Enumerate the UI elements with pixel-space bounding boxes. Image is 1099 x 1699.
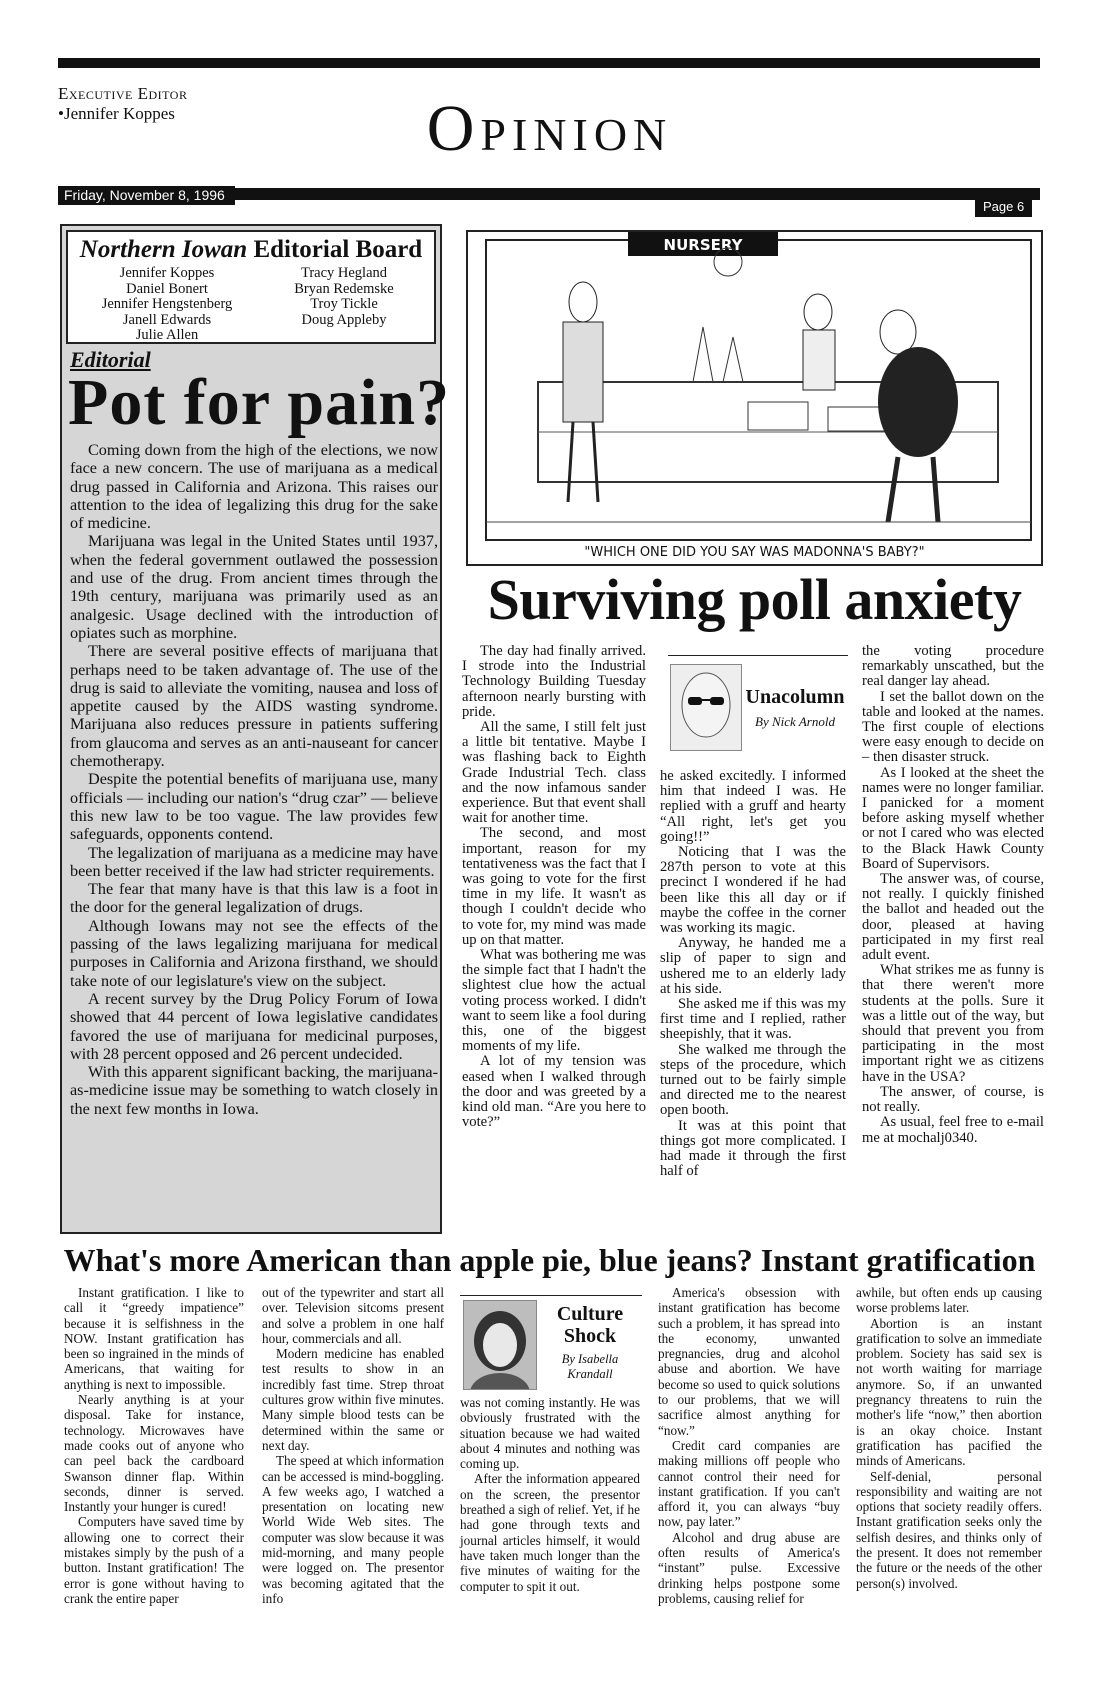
paragraph: Marijuana was legal in the United States until 1937, when the federal government outlawed the possession and use of the drug. From ancient times through the 19th century, marijuana was primarily used as an analgesic. Usage declined with the introduction of opiates such as morphine. (70, 532, 438, 642)
board-member: Bryan Redemske (294, 280, 394, 297)
paragraph: As I looked at the sheet the names were no longer familiar. I panicked for a moment before asking myself whether or not I cared who was elected to the Black Hawk County Board of Supervisors. (862, 764, 1044, 872)
paragraph: The day had finally arrived. I strode into the Industrial Technology Building Tuesday afternoon nearly bursting with pride. (462, 643, 646, 720)
paragraph: out of the typewriter and start all over. Television sitcoms present and solve a problem in one half hour, commercials and all. (262, 1285, 444, 1346)
board-member: Jennifer Koppes (119, 265, 215, 281)
paragraph: All the same, I still felt just a little bit tentative. Maybe I was flashing back to Eighth Grade Industrial Tech. class and the now infamous sander experience. But that event shall wait for another time. (462, 719, 646, 827)
board-member: Jennifer Hengstenberg (101, 296, 233, 312)
columnist-portrait-icon (464, 1301, 536, 1389)
paragraph: What strikes me as funny is that there weren't more students at the polls. Sure it was a little out of the way, but should that prevent you from participating in the most important right we as citizens have in the USA? (862, 962, 1044, 1085)
paragraph: he asked excitedly. I informed him that indeed I was. He replied with a gruff and hearty “All right, let's get you going!!” (660, 768, 846, 845)
issue-date: Friday, November 8, 1996 (58, 186, 235, 205)
paragraph: A recent survey by the Drug Policy Forum of Iowa showed that 44 percent of Iowa legislative candidates favored the use of marijuana for medicinal purposes, with 28 percent opposed and 26 percent undecided. (70, 989, 438, 1063)
culture-text-4 (658, 1285, 840, 1606)
columnist-portrait-icon (671, 665, 741, 750)
section-title: Opinion (426, 92, 673, 165)
paragraph: Self-denial, personal responsibility and waiting are not options that society readily offers. Instant gratification seeks only the selfish desires, and thinks only of the present. It does not remember the future or the needs of the other person(s) involved. (856, 1468, 1042, 1591)
paragraph: The fear that many have is that this law is a foot in the door for the general legalization of drugs. (70, 880, 438, 917)
paragraph: Coming down from the high of the elections, we now face a new concern. The use of marijuana as a medical drug passed in California and Arizona. This raises our attention to the idea of legalizing this drug for the sake of medicine. (70, 441, 438, 533)
paragraph: She asked me if this was my first time and I replied, rather sheepishly, that it was. (660, 996, 846, 1043)
executive-editor-name: •Jennifer Koppes (58, 104, 175, 123)
paragraph: The second, and most important, reason for my tentativeness was the fact that I was going to vote for the first time in my life. It wasn't as though I couldn't decide who to vote for, my mind was made up on that matter. (462, 825, 646, 948)
executive-editor-label: Executive Editor (58, 84, 188, 103)
column-text-2 (660, 769, 846, 1179)
culture-shock-byline: By Isabella Krandall (561, 1352, 619, 1381)
board-member: Julie Allen (135, 327, 199, 343)
paragraph: awhile, but often ends up causing worse problems later. (856, 1285, 1042, 1316)
paragraph: There are several positive effects of marijuana that perhaps need to be taken advantage of. The use of the drug is said to alleviate the vomiting, nausea and loss of appetite caused by the AIDS wasting syndrome. Marijuana also reduces pressure in patients suffering from glaucoma and serves as an anti-nauseant for cancer chemotherapy. (70, 642, 438, 771)
cartoon-sign-text: NURSERY (663, 236, 743, 254)
board-member: Tracy Hegland (300, 265, 388, 281)
editorial-body (70, 441, 438, 1118)
board-member: Janell Edwards (122, 311, 212, 328)
board-member: Daniel Bonert (126, 280, 208, 297)
editorial-board-title: Northern Iowan Editorial Board (79, 236, 423, 263)
paragraph: What was bothering me was the simple fact that I hadn't the slightest clue how the actual voting process worked. I didn't want to seem like a fool during this, one of the biggest moments of my life. (462, 947, 646, 1055)
paragraph: The speed at which information can be accessed is mind-boggling. A few weeks ago, I watched a presentation on locating new World Wide Web sites. The computer was slow because it was mid-morning, and many people were logged on. The presentor was becoming agitated that the info (262, 1453, 444, 1606)
editorial-headline: Pot for pain? (68, 366, 451, 439)
paragraph: was not coming instantly. He was obviously frustrated with the situation because we had waited about 4 minutes and nothing was coming up. (460, 1395, 640, 1472)
culture-text-3 (460, 1395, 640, 1594)
paragraph: Anyway, he handed me a slip of paper to sign and ushered me to an elderly lady at his side. (660, 935, 846, 997)
paragraph: The answer, of course, is not really. (862, 1083, 1044, 1116)
paragraph: the voting procedure remarkably unscathed, but the real danger lay ahead. (862, 643, 1044, 690)
board-members-left (72, 266, 262, 344)
paragraph: America's obsession with instant gratification has become such a problem, it has spread into the economy, unwanted pregnancies, drug and alcohol abuse and abortion. We have become so used to quick solutions to our problems, that we will sacrifice almost anything for “now.” (658, 1285, 840, 1438)
paragraph: I set the ballot down on the table and looked at the names. The first couple of elections were easy enough to decide on – then disaster struck. (862, 688, 1044, 766)
culture-text-5 (856, 1285, 1042, 1591)
paragraph: Credit card companies are making millions off people who cannot control their need for instant gratification. If you can't afford it, you can always “buy now, pay later.” (658, 1437, 840, 1530)
columnist-photo (463, 1300, 537, 1390)
board-members-right (258, 266, 430, 328)
paragraph: The answer was, of course, not really. I quickly finished the ballot and headed out the door, pleased at having participated in my first real adult event. (862, 871, 1044, 964)
paragraph: Modern medicine has enabled test results to show in an incredibly fast time. Strep throat cultures grow within five minutes. Many simple blood tests can be determined within the same or next day. (262, 1346, 444, 1453)
paragraph: Instant gratification. I like to call it “greedy impatience” because it is selfishness in the NOW. Instant gratification has been so ingrained in the minds of Americans, that waiting for anything is next to impossible. (64, 1285, 244, 1392)
cartoon-drawing (468, 232, 1041, 564)
board-member: Doug Appleby (301, 311, 387, 328)
paragraph: A lot of my tension was eased when I walked through the door and was greeted by a kind old man. “Are you here to vote?” (462, 1053, 646, 1131)
paragraph: The legalization of marijuana as a medicine may have been better received if the law had stricter requirements. (70, 843, 438, 880)
paragraph: Noticing that I was the 287th person to vote at this precinct I wondered if he had been like this all day or if maybe the coffee in the corner was working its magic. (660, 844, 846, 937)
paragraph: Alcohol and drug abuse are often results of America's “instant” pulse. Excessive drinking helps postpone some problems, causing relief for (658, 1529, 840, 1606)
column-text-1 (462, 644, 646, 1131)
columnist-photo (670, 664, 742, 751)
cartoon-caption: "WHICH ONE DID YOU SAY WAS MADONNA'S BABY?" (584, 545, 925, 560)
editorial-board (66, 230, 436, 344)
paragraph: Abortion is an instant gratification to solve an immediate problem. Society has said sex is not worth waiting for marriage anymore. So, if an unwanted pregnancy threatens to ruin the mother's life “now,” then abortion is an okay choice. Instant gratification has pacified the minds of Americans. (856, 1315, 1042, 1469)
unacolumn-title: Unacolumn (745, 686, 845, 708)
culture-shock-title: Culture Shock (556, 1303, 624, 1347)
board-member: Troy Tickle (310, 296, 378, 312)
culture-text-2 (262, 1285, 444, 1606)
editorial-label: Editorial (70, 347, 151, 372)
paragraph: With this apparent significant backing, the marijuana-as-medicine issue may be something to watch closely in the next few months in Iowa. (70, 1063, 438, 1118)
top-rule (58, 58, 1040, 68)
paragraph: It was at this point that things got more complicated. I had made it through the first half of (660, 1117, 846, 1180)
editorial-cartoon (466, 230, 1043, 566)
page-number: Page 6 (975, 196, 1032, 217)
paragraph: As usual, feel free to e-mail me at mochalj0340. (862, 1114, 1044, 1146)
paragraph: Although Iowans may not see the effects of the passing of the laws legalizing marijuana for medical purposes in California and Arizona firsthand, we should take note of our legislature's view on the subject. (70, 916, 438, 990)
unacolumn-byline: By Nick Arnold (755, 714, 835, 729)
paragraph: Despite the potential benefits of marijuana use, many officials — including our nation's “drug czar” — believe this new law to be too vague. The law provides few safeguards, opponents contend. (70, 770, 438, 844)
paragraph: Computers have saved time by allowing one to correct their mistakes simply by the push of a button. Instant gratification! The error is gone without having to crank the entire paper (64, 1514, 244, 1606)
paragraph: Nearly anything is at your disposal. Take for instance, technology. Microwaves have made cooks out of anyone who can peel back the cardboard Swanson dinner flap. Within seconds, dinner is served. Instantly your hunger is cured! (64, 1392, 244, 1515)
paragraph: After the information appeared on the screen, the presentor breathed a sigh of relief. Yet, if he had gone through texts and journal articles himself, it would have taken much longer than the five minutes of waiting for the computer to spit it out. (460, 1471, 640, 1594)
column-headline: Surviving poll anxiety (487, 567, 1022, 632)
paragraph: She walked me through the steps of the procedure, which turned out to be fairly simple and directed me to the nearest open booth. (660, 1041, 846, 1119)
culture-text-1 (64, 1285, 244, 1606)
column-text-3 (862, 644, 1044, 1146)
culture-headline: What's more American than apple pie, blue jeans? Instant gratification (63, 1242, 1036, 1278)
